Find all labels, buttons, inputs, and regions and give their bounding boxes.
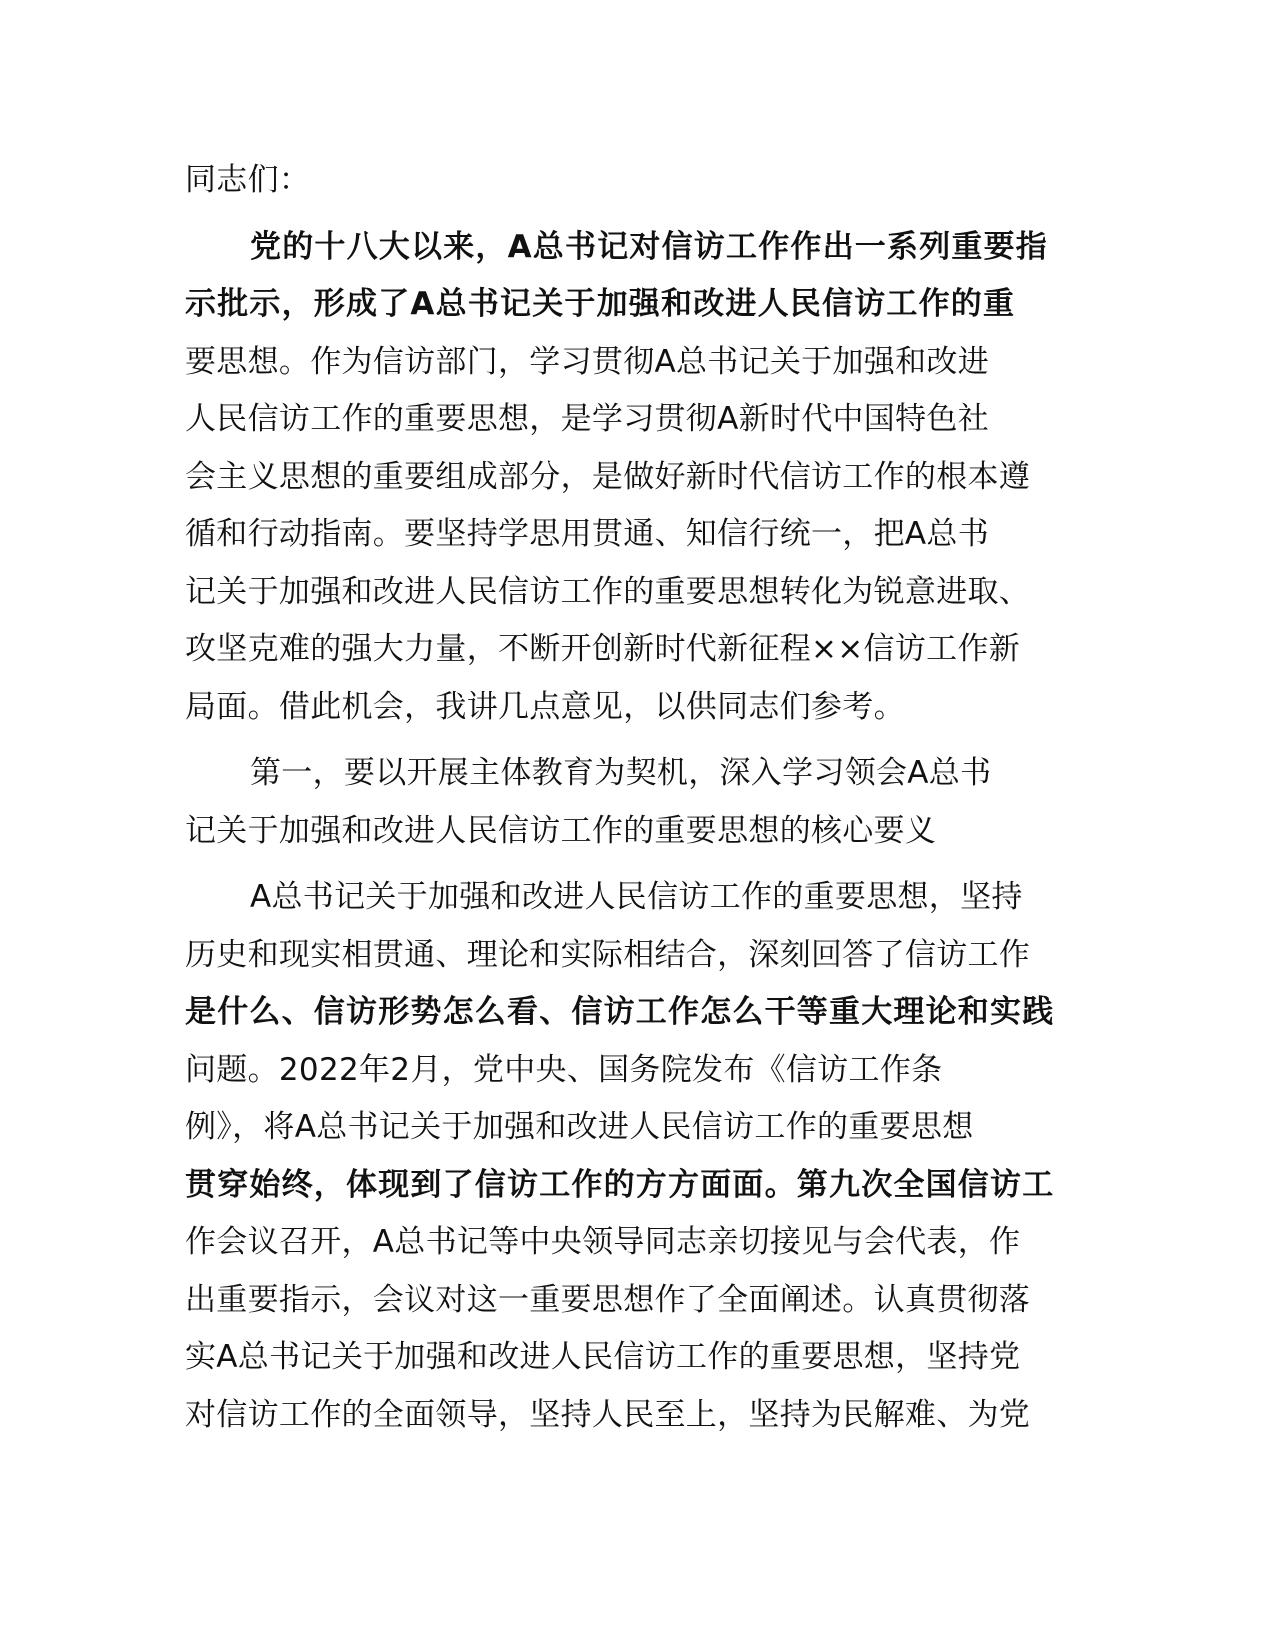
paragraph-line: 会主义思想的重要组成部分，是做好新时代信访工作的根本遵 — [185, 458, 1031, 495]
paragraph-line: 示批示，形成了A总书记关于加强和改进人民信访工作的重 — [185, 286, 1016, 322]
heading-line: 第一，要以开展主体教育为契机，深入学习领会A总书 — [250, 755, 992, 791]
paragraph-line: 党的十八大以来，A总书记对信访工作作出一系列重要指 — [250, 228, 1048, 265]
paragraph-line: 贯穿始终，体现到了信访工作的方方面面。第九次全国信访工 — [185, 1166, 1055, 1203]
section-heading — [185, 745, 1087, 860]
document-body — [185, 152, 1087, 1444]
paragraph-line: 记关于加强和改进人民信访工作的重要思想转化为锐意进取、 — [185, 573, 1031, 610]
paragraph-body — [185, 869, 1087, 1444]
heading-line: 记关于加强和改进人民信访工作的重要思想的核心要义 — [185, 812, 937, 849]
paragraph-line: 攻坚克难的强大力量，不断开创新时代新征程××信访工作新 — [185, 631, 1021, 667]
paragraph-line: 实A总书记关于加强和改进人民信访工作的重要思想，坚持党 — [185, 1339, 1021, 1375]
paragraph-line: 要思想。作为信访部门，学习贯彻A总书记关于加强和改进 — [185, 343, 990, 380]
paragraph-line: 例》，将A总书记关于加强和改进人民信访工作的重要思想 — [185, 1109, 974, 1145]
paragraph-line: 问题。2022年2月，党中央、国务院发布《信访工作条 — [185, 1051, 943, 1088]
salutation: 同志们： — [185, 162, 311, 198]
paragraph-line: 人民信访工作的重要思想，是学习贯彻A新时代中国特色社 — [185, 401, 990, 437]
paragraph-line: 出重要指示，会议对这一重要思想作了全面阐述。认真贯彻落 — [185, 1281, 1031, 1318]
paragraph-line: 历史和现实相贯通、理论和实际相结合，深刻回答了信访工作 — [185, 936, 1031, 973]
paragraph-intro — [185, 219, 1087, 737]
paragraph-line: 局面。借此机会，我讲几点意见，以供同志们参考。 — [185, 688, 905, 725]
paragraph-line: 循和行动指南。要坚持学思用贯通、知信行统一，把A总书 — [185, 516, 990, 552]
paragraph-line: 作会议召开，A总书记等中央领导同志亲切接见与会代表，作 — [185, 1224, 1021, 1260]
paragraph-line: 是什么、信访形势怎么看、信访工作怎么干等重大理论和实践 — [185, 994, 1055, 1030]
paragraph-line: A总书记关于加强和改进人民信访工作的重要思想，坚持 — [250, 879, 1023, 915]
paragraph-line: 对信访工作的全面领导，坚持人民至上，坚持为民解难、为党 — [185, 1396, 1031, 1433]
